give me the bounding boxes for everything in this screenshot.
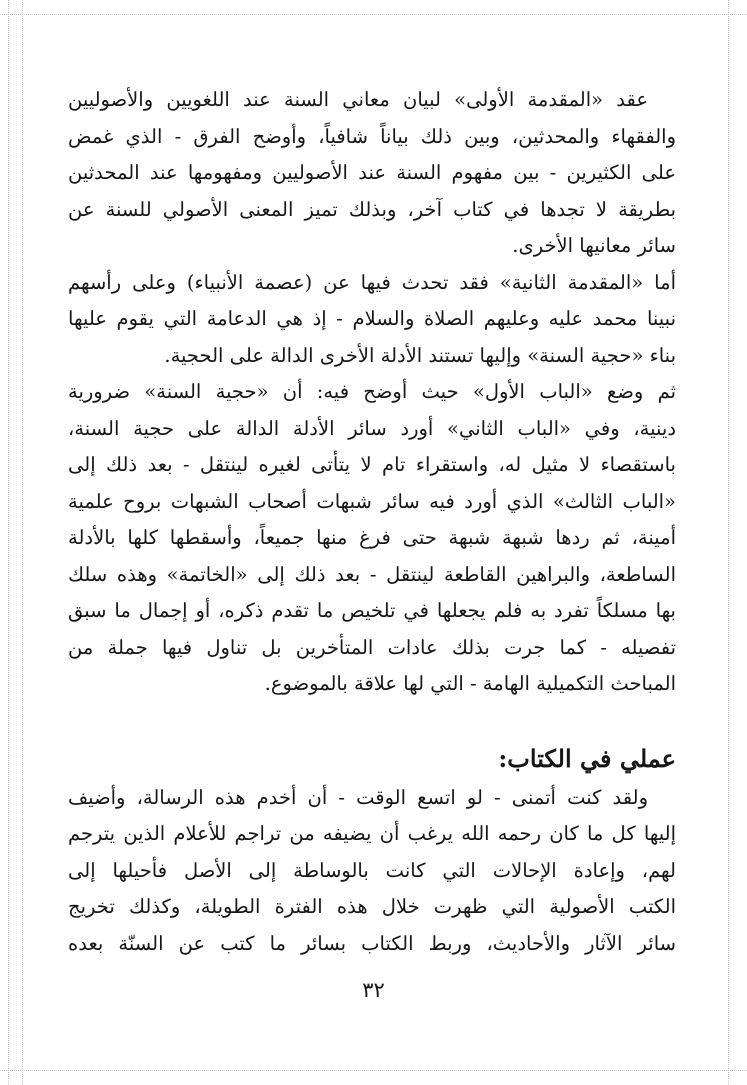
text-line: لهم، وإعادة الإحالات التي كانت بالوساطة إلى الأصل فأحيلها إلى (68, 858, 676, 882)
text-line: على الكثيرين - بين مفهوم السنة عند الأصوليين ومفهومها عند المحدثين (68, 161, 676, 184)
text-line: سائر الآثار والأحاديث، وربط الكتاب بسائر ما كتب عن السنّة بعده (68, 931, 676, 955)
text-line: إليها كل ما كان رحمه الله يرغب أن يضيفه من تراجم للأعلام الذين يترجم (68, 822, 676, 845)
paragraph-introductions (68, 82, 676, 265)
fold-line-bottom (0, 1070, 747, 1071)
text-line: ثم وضع «الباب الأول» حيث أوضح فيه: أن «حجية السنة» ضرورية (68, 380, 676, 403)
section-heading: عملي في الكتاب: (498, 743, 676, 773)
fold-line-left-1 (8, 0, 9, 1085)
text-line: «الباب الثالث» الذي أورد فيه سائر شبهات أصحاب الشبهات بروح علمية (68, 489, 676, 513)
text-line: بناء «حجية السنة» وإليها تستند الأدلة الأخرى الدالة على الحجية. (164, 343, 676, 367)
text-line: ولقد كنت أتمنى - لو اتسع الوقت - أن أخدم هذه الرسالة، وأضيف (68, 785, 648, 809)
fold-line-left-2 (22, 0, 23, 1085)
text-line: دينية، وفي «الباب الثاني» أورد سائر الأدلة الدالة على حجية السنة، (68, 416, 676, 440)
page-number: ٣٢ (362, 978, 385, 1002)
fold-line-top (0, 14, 747, 15)
text-line: عقد «المقدمة الأولى» لبيان معاني السنة عند اللغويين والأصوليين (68, 88, 648, 111)
text-line: الكتب الأصولية التي ظهرت خلال هذه الفترة الطويلة، وكذلك تخريج (68, 895, 676, 918)
text-line: المباحث التكميلية الهامة - التي لها علاقة بالموضوع. (264, 672, 676, 695)
text-line: تفصيله - كما جرت بذلك عادات المتأخرين بل تناول فيها جملة من (68, 635, 676, 659)
text-line: نبينا محمد عليه وعليهم الصلاة والسلام - إذ هي الدعامة التي يقوم عليها (68, 307, 676, 330)
fold-line-right (728, 0, 729, 1085)
paragraph-chapters (68, 374, 676, 703)
text-line: أمينة، ثم ردها شبهة شبهة حتى فرغ منها جميعاً، وأسقطها كلها بالأدلة (68, 526, 676, 549)
paragraph-second-introduction (68, 265, 676, 375)
text-line: الساطعة، والبراهين القاطعة لينتقل - بعد ذلك إلى «الخاتمة» وهذه سلك (68, 562, 676, 586)
text-line: بطريقة لا تجدها في كتاب آخر، وبذلك تميز المعنى الأصولي للسنة عن (68, 197, 676, 221)
paragraph-my-work (68, 780, 676, 963)
text-line: سائر معانيها الأخرى. (512, 234, 676, 257)
text-line: أما «المقدمة الثانية» فقد تحدث فيها عن (عصمة الأنبياء) وعلى رأسهم (68, 270, 676, 294)
page-text-block (68, 82, 676, 962)
text-line: بها مسلكاً تفرد به فلم يجعلها في تلخيص ما تقدم ذكره، أو إجمال ما سبق (68, 599, 676, 622)
text-line: والفقهاء والمحدثين، وبين ذلك بياناً شافياً، وأوضح الفرق - الذي غمض (68, 124, 676, 148)
text-line: باستقصاء لا مثيل له، واستقراء تام لا يتأتى لغيره لينتقل - بعد ذلك إلى (68, 453, 676, 476)
